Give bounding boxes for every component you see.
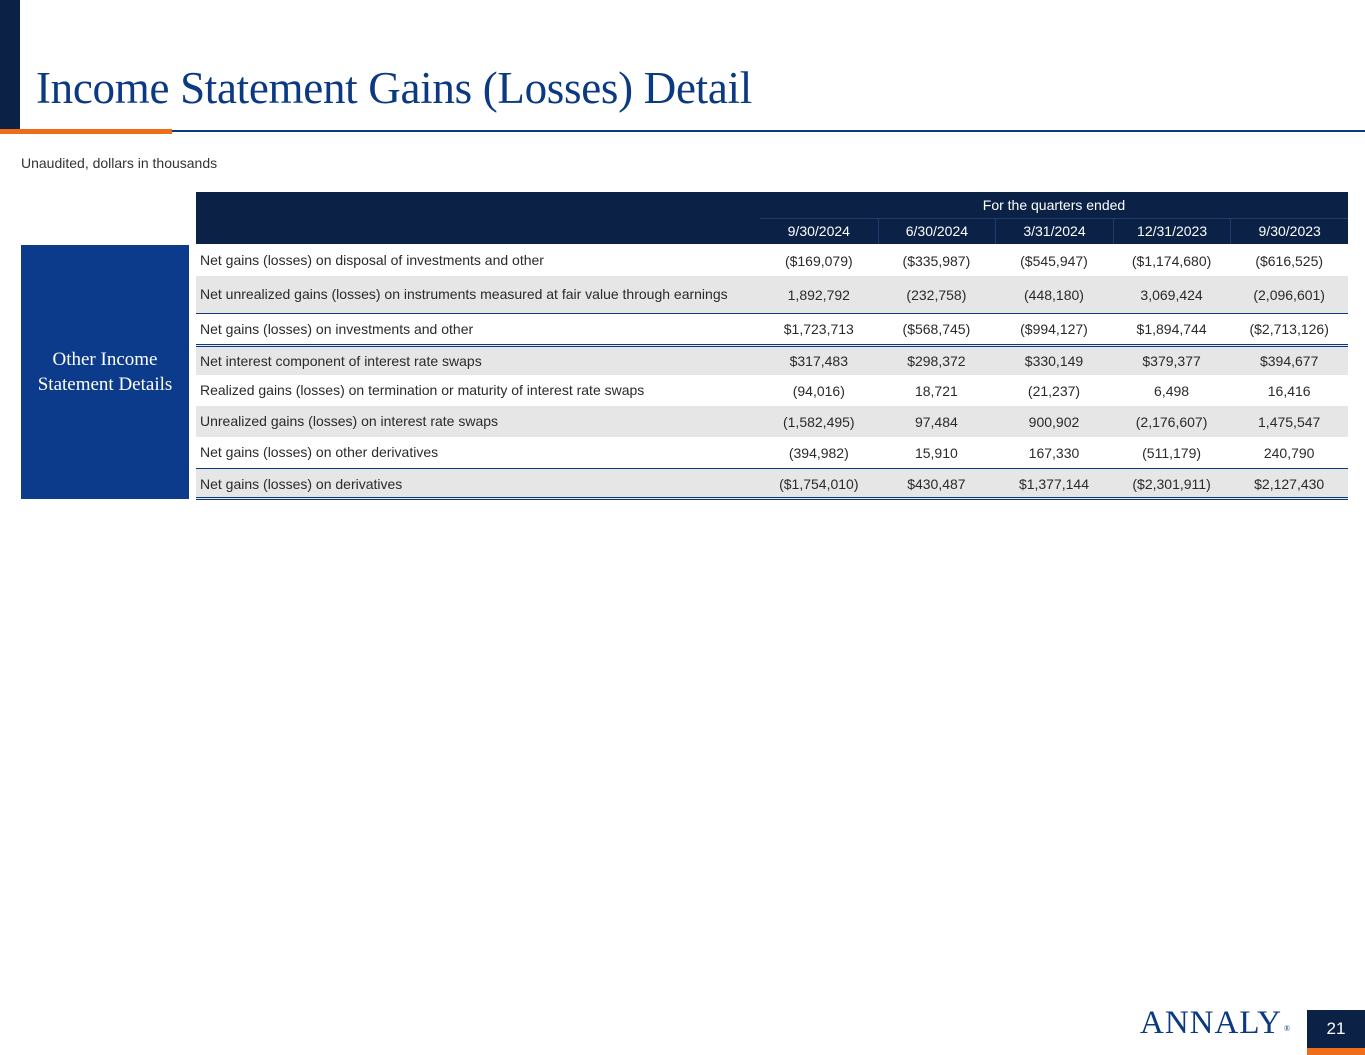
table-row xyxy=(196,375,1348,406)
table-row xyxy=(196,437,1348,468)
cell-value: (448,180) xyxy=(1024,286,1084,303)
table-body xyxy=(196,245,1348,499)
column-header: 3/31/2024 xyxy=(995,219,1113,244)
cell-value: $298,372 xyxy=(907,353,966,369)
column-header: 9/30/2024 xyxy=(787,223,850,239)
page-number-accent xyxy=(1307,1048,1365,1055)
cell-value: $1,723,713 xyxy=(783,321,854,337)
cell-value: ($2,713,126) xyxy=(1249,321,1329,337)
cell-value: 240,790 xyxy=(1263,444,1315,461)
brand-logo xyxy=(1140,1003,1291,1043)
row-label: Net interest component of interest rate swaps xyxy=(200,352,482,369)
table-row xyxy=(196,276,1348,313)
cell-value: ($994,127) xyxy=(1020,321,1088,337)
row-label: Net gains (losses) on derivatives xyxy=(200,475,403,492)
cell-value: 16,416 xyxy=(1267,382,1311,399)
page-title: Income Statement Gains (Losses) Detail xyxy=(36,63,752,113)
cell-value: $1,894,744 xyxy=(1136,321,1207,337)
cell-value: 1,475,547 xyxy=(1258,413,1321,430)
cell-value: 167,330 xyxy=(1028,444,1080,461)
cell-value: $1,377,144 xyxy=(1018,476,1090,492)
page-number: 21 xyxy=(1307,1010,1365,1048)
section-label: Other Income Statement Details xyxy=(37,349,173,395)
cell-value: $2,127,430 xyxy=(1254,476,1325,492)
cell-value: ($616,525) xyxy=(1255,252,1324,269)
column-header: 9/30/2023 xyxy=(1230,219,1348,244)
cell-value: (21,237) xyxy=(1027,382,1081,399)
cell-value: ($1,174,680) xyxy=(1131,252,1212,269)
cell-value: ($2,301,911) xyxy=(1132,476,1211,492)
table-row-subtotal xyxy=(196,313,1348,344)
cell-value: (511,179) xyxy=(1142,444,1202,461)
row-label: Net gains (losses) on disposal of investments and other xyxy=(200,252,544,268)
row-label: Net gains (losses) on other derivatives xyxy=(200,444,439,460)
column-header: 12/31/2023 xyxy=(1113,219,1231,244)
cell-value: 15,910 xyxy=(914,444,958,461)
cell-value: 3,069,424 xyxy=(1140,286,1203,303)
title-rule-accent xyxy=(0,129,172,134)
registered-mark: ® xyxy=(1284,1024,1292,1033)
cell-value: (2,176,607) xyxy=(1135,413,1208,430)
cell-value: $379,377 xyxy=(1142,353,1201,369)
page-subtitle: Unaudited, dollars in thousands xyxy=(21,155,218,171)
row-label: Net gains (losses) on investments and other xyxy=(200,320,474,337)
header-columns xyxy=(760,219,1348,244)
cell-value: ($1,754,010) xyxy=(779,476,859,492)
cell-value: $317,483 xyxy=(789,353,848,369)
cell-value: $430,487 xyxy=(907,476,966,492)
cell-value: (2,096,601) xyxy=(1253,286,1325,303)
cell-value: 18,721 xyxy=(914,382,958,399)
cell-value: $330,149 xyxy=(1024,353,1084,369)
title-rule xyxy=(172,130,1365,132)
cell-value: ($568,745) xyxy=(902,321,971,337)
table-row xyxy=(196,245,1348,276)
cell-value: ($335,987) xyxy=(902,252,971,269)
cell-value: (232,758) xyxy=(906,286,967,303)
cell-value: 97,484 xyxy=(914,413,958,430)
row-label: Realized gains (losses) on termination or maturity of interest rate swaps xyxy=(200,382,645,398)
cell-value: $394,677 xyxy=(1259,353,1319,369)
row-label: Unrealized gains (losses) on interest rate swaps xyxy=(200,413,499,429)
row-label: Net unrealized gains (losses) on instruments measured at fair value through earnings xyxy=(200,286,728,302)
cell-value: ($545,947) xyxy=(1020,252,1088,269)
cell-value: 1,892,792 xyxy=(787,286,850,303)
left-accent-bar xyxy=(0,0,20,130)
header-group-label: For the quarters ended xyxy=(982,197,1126,213)
cell-value: (1,582,495) xyxy=(782,413,855,430)
cell-value: ($169,079) xyxy=(784,252,853,269)
section-label-panel xyxy=(21,245,189,499)
cell-value: (394,982) xyxy=(788,444,849,461)
table-row xyxy=(196,344,1348,375)
cell-value: (94,016) xyxy=(792,382,845,399)
column-header: 6/30/2024 xyxy=(878,219,996,244)
total-double-rule xyxy=(196,497,1348,501)
table-row xyxy=(196,406,1348,437)
cell-value: 900,902 xyxy=(1028,413,1080,430)
table-row-total xyxy=(196,468,1348,499)
logo-text: ANNALY xyxy=(1140,1005,1283,1041)
cell-value: 6,498 xyxy=(1154,382,1190,399)
